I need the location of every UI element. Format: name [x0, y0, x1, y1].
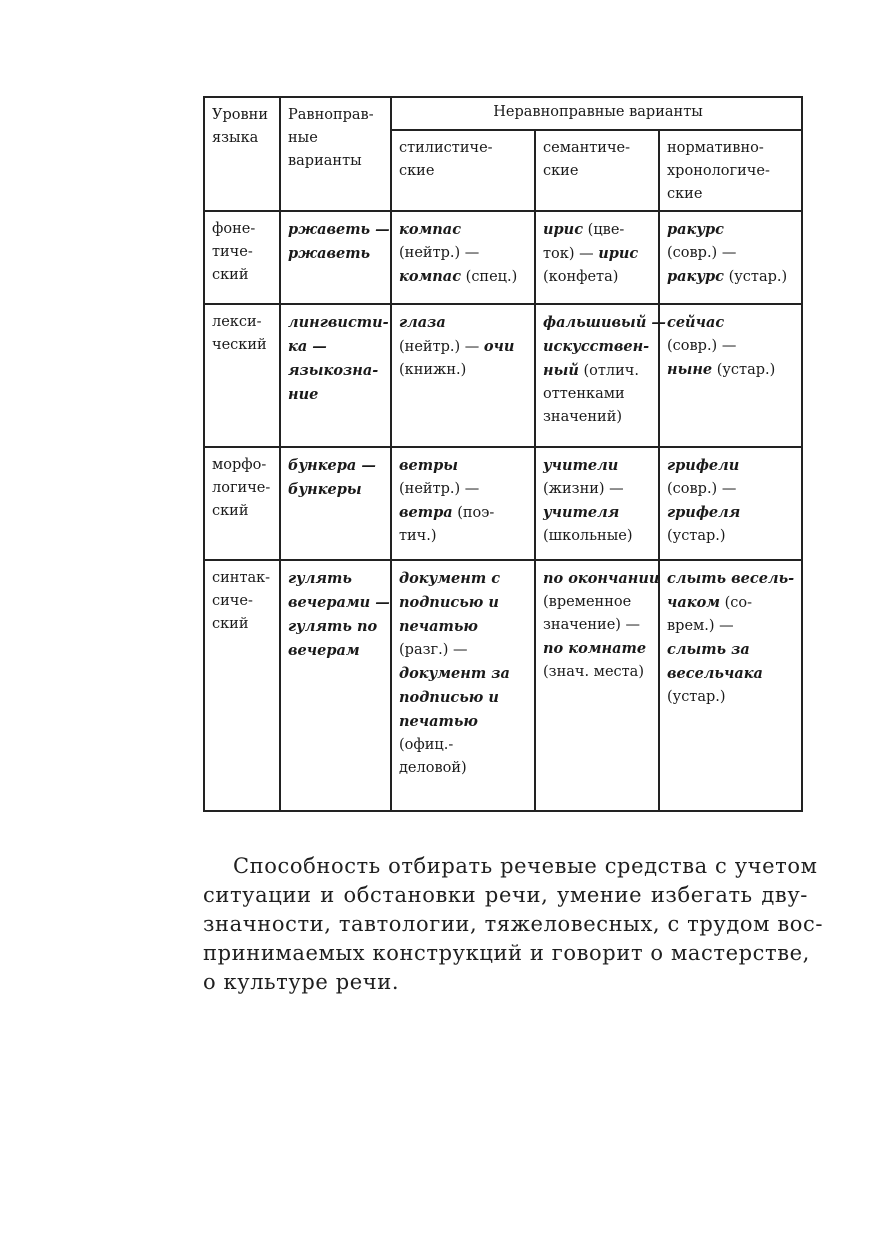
note-text: (цве- — [583, 222, 625, 238]
cell-line — [288, 454, 386, 478]
cell-line: Уровни — [212, 107, 268, 123]
variants-table — [203, 96, 803, 812]
cell-line: ские — [399, 163, 435, 179]
cell-line — [399, 591, 530, 615]
cell-line — [288, 311, 389, 335]
cell-line — [399, 242, 530, 265]
example-word: учителя — [543, 504, 620, 521]
cell-line — [288, 591, 390, 615]
note-text: (устар.) — [667, 528, 726, 544]
cell-line — [543, 614, 654, 637]
example-word: ирис — [543, 221, 584, 238]
cell-line: ские — [543, 163, 579, 179]
cell-line — [543, 266, 654, 289]
note-text: (устар.) — [667, 689, 726, 705]
note-text: (школьные) — [543, 528, 633, 544]
note-text: (совр.) — — [667, 245, 737, 261]
note-text: (спец.) — [461, 269, 518, 285]
cell-line — [543, 567, 660, 591]
row-lexical-stylistic — [391, 304, 535, 447]
row-lexical-equal — [280, 304, 391, 447]
cell-line — [399, 757, 530, 780]
note-text: (временное — [543, 594, 632, 610]
cell-line: ные — [288, 130, 318, 146]
table-row — [204, 560, 802, 811]
cell-line — [543, 242, 654, 266]
cell-line — [399, 662, 530, 686]
cell-line — [543, 637, 654, 661]
example-word: подписью и — [399, 594, 499, 611]
cell-line: ческий — [212, 337, 267, 353]
paragraph-line: принимаемых конструкций и говорит о мастерстве, — [203, 941, 810, 965]
cell-line: логиче- — [212, 480, 271, 496]
note-text: (конфета) — [543, 269, 619, 285]
example-word: ный — [543, 362, 579, 379]
note-text: (жизни) — — [543, 481, 624, 497]
row-morphological-equal — [280, 447, 391, 560]
example-word: по комнате — [543, 640, 647, 657]
cell-line: Равноправ- — [288, 107, 374, 123]
cell-line — [543, 335, 654, 359]
example-word: чаком — [667, 594, 721, 611]
cell-line — [543, 359, 654, 383]
cell-line — [543, 454, 654, 478]
cell-line: сиче- — [212, 593, 253, 609]
cell-line — [399, 639, 530, 662]
example-word: компас — [399, 268, 462, 285]
example-word: сейчас — [667, 314, 725, 331]
note-text: (поэ- — [452, 505, 495, 521]
cell-line — [667, 501, 797, 525]
note-text: (разг.) — — [399, 642, 468, 658]
note-text: (совр.) — — [667, 338, 737, 354]
note-text: (офиц.- — [399, 737, 454, 753]
cell-line — [399, 311, 530, 335]
example-word: гулять по — [288, 618, 378, 635]
note-text: (отлич. — [578, 363, 639, 379]
note-text: (со- — [720, 595, 753, 611]
cell-line — [288, 615, 386, 639]
cell-line — [543, 501, 654, 525]
cell-line — [399, 218, 530, 242]
cell-line — [667, 615, 797, 638]
example-word: бункера — — [288, 457, 376, 474]
example-word: компас — [399, 221, 462, 238]
cell-line — [667, 662, 797, 686]
cell-line — [543, 218, 654, 242]
row-phonetic-normative — [659, 211, 802, 304]
cell-line — [288, 567, 386, 591]
cell-line — [288, 335, 386, 359]
cell-line — [288, 478, 386, 502]
note-text: (устар.) — [724, 269, 788, 285]
note-text: (совр.) — — [667, 481, 737, 497]
example-word: по окончании — [543, 570, 660, 587]
note-text: значение) — — [543, 617, 641, 633]
table-row — [204, 447, 802, 560]
cell-line: тиче- — [212, 244, 253, 260]
cell-line — [288, 359, 386, 383]
cell-line — [667, 567, 797, 591]
cell-line — [667, 454, 797, 478]
note-text: тич.) — [399, 528, 437, 544]
cell-line — [667, 638, 797, 662]
table-row — [204, 304, 802, 447]
cell-line — [399, 359, 530, 382]
row-phonetic-equal — [280, 211, 391, 304]
example-word: документ за — [399, 665, 510, 682]
cell-line — [399, 710, 530, 734]
cell-line — [667, 335, 797, 358]
cell-line — [667, 218, 797, 242]
row-morphological-level — [204, 447, 280, 560]
cell-line — [543, 478, 654, 501]
cell-line: языка — [212, 130, 259, 146]
cell-line: варианты — [288, 153, 362, 169]
cell-line: нормативно- — [667, 140, 764, 156]
cell-line: ский — [212, 267, 249, 283]
note-text: ток) — — [543, 246, 599, 262]
cell-line — [667, 358, 797, 382]
row-phonetic-level — [204, 211, 280, 304]
cell-line — [543, 406, 654, 429]
example-word: бункеры — [288, 481, 362, 498]
cell-line: хронологиче- — [667, 163, 770, 179]
row-syntactic-equal — [280, 560, 391, 811]
note-text: (нейтр.) — — [399, 245, 480, 261]
cell-line — [543, 311, 666, 335]
row-morphological-stylistic — [391, 447, 535, 560]
cell-line: стилистиче- — [399, 140, 493, 156]
example-word: печатью — [399, 618, 478, 635]
header-levels — [204, 97, 280, 211]
cell-line — [667, 525, 797, 548]
row-lexical-level — [204, 304, 280, 447]
cell-line: ский — [212, 503, 249, 519]
note-text: (устар.) — [712, 362, 776, 378]
example-word: грифели — [667, 457, 740, 474]
row-syntactic-normative — [659, 560, 802, 811]
example-word: языкозна- — [288, 362, 379, 379]
cell-line — [667, 242, 797, 265]
cell-line — [543, 383, 654, 406]
example-word: подписью и — [399, 689, 499, 706]
example-word: ветры — [399, 457, 458, 474]
cell-line: семантиче- — [543, 140, 631, 156]
cell-line — [667, 591, 797, 615]
example-word: гулять — [288, 570, 352, 587]
header-semantic — [535, 130, 659, 211]
cell-line — [288, 218, 390, 242]
row-phonetic-semantic — [535, 211, 659, 304]
example-word: глаза — [399, 314, 446, 331]
row-syntactic-semantic — [535, 560, 659, 811]
paragraph-line: значности, тавтологии, тяжеловесных, с трудом вос- — [203, 912, 824, 936]
cell-line: фоне- — [212, 221, 256, 237]
example-word: весельчака — [667, 665, 763, 682]
note-text: врем.) — — [667, 618, 734, 634]
row-syntactic-stylistic — [391, 560, 535, 811]
paragraph-line: Способность отбирать речевые средства с учетом — [233, 854, 818, 878]
note-text: оттенками — [543, 386, 625, 402]
example-word: ныне — [667, 361, 713, 378]
row-morphological-semantic — [535, 447, 659, 560]
cell-line — [667, 686, 797, 709]
example-word: ракурс — [667, 268, 724, 285]
cell-line — [399, 615, 530, 639]
header-stylistic — [391, 130, 535, 211]
cell-line: синтак- — [212, 570, 271, 586]
cell-line — [667, 311, 797, 335]
cell-line — [543, 525, 654, 548]
example-word: учители — [543, 457, 619, 474]
example-word: ветра — [399, 504, 453, 521]
example-word: ржавеmь — [288, 245, 371, 262]
body-paragraph — [203, 852, 824, 997]
cell-line — [667, 478, 797, 501]
example-word: документ с — [399, 570, 501, 587]
cell-line — [288, 639, 386, 663]
example-word: грифеля — [667, 504, 741, 521]
cell-line — [543, 661, 654, 684]
cell-line — [399, 454, 530, 478]
example-word: ирис — [598, 245, 639, 262]
cell-line — [399, 686, 530, 710]
cell-line: ский — [212, 616, 249, 632]
example-word: печатью — [399, 713, 478, 730]
cell-line: лекси- — [212, 314, 262, 330]
row-lexical-normative — [659, 304, 802, 447]
example-word: фальшивый — — [543, 314, 666, 331]
note-text: деловой) — [399, 760, 467, 776]
example-word: лингвисти- — [288, 314, 389, 331]
note-text: (книжн.) — [399, 362, 467, 378]
example-word: слыть за — [667, 641, 750, 658]
example-word: вечерами — — [288, 594, 390, 611]
paragraph-line: о культуре речи. — [203, 970, 400, 994]
example-word: ракурс — [667, 221, 724, 238]
example-word: ржаветь — — [288, 221, 390, 238]
cell-line: ские — [667, 186, 703, 202]
note-text: (нейтр.) — — [399, 481, 480, 497]
paragraph-line: ситуации и обстановки речи, умение избегать дву- — [203, 883, 808, 907]
cell-line — [399, 335, 530, 359]
row-lexical-semantic — [535, 304, 666, 447]
cell-line — [399, 501, 530, 525]
table-row — [204, 211, 802, 304]
row-syntactic-level — [204, 560, 280, 811]
header-unequal-variants: Неравноправные варианты — [391, 97, 802, 130]
example-word: искусствен- — [543, 338, 650, 355]
note-text: значений) — [543, 409, 623, 425]
row-morphological-normative — [659, 447, 802, 560]
header-normative — [659, 130, 802, 211]
example-word: ние — [288, 386, 319, 403]
cell-line — [399, 567, 530, 591]
cell-line — [288, 242, 386, 266]
cell-line — [543, 591, 654, 614]
example-word: слыть весель- — [667, 570, 795, 587]
cell-line — [399, 734, 530, 757]
example-word: очи — [483, 338, 515, 355]
cell-line — [399, 525, 530, 548]
note-text: (нейтр.) — — [399, 339, 484, 355]
cell-line — [399, 478, 530, 501]
cell-line — [288, 383, 386, 407]
cell-line — [667, 265, 797, 289]
note-text: (знач. места) — [543, 664, 644, 680]
example-word: ка — — [288, 338, 327, 355]
example-word: вечерам — [288, 642, 360, 659]
cell-line: морфо- — [212, 457, 267, 473]
cell-line — [399, 265, 530, 289]
header-equal-variants — [280, 97, 391, 211]
row-phonetic-stylistic — [391, 211, 535, 304]
